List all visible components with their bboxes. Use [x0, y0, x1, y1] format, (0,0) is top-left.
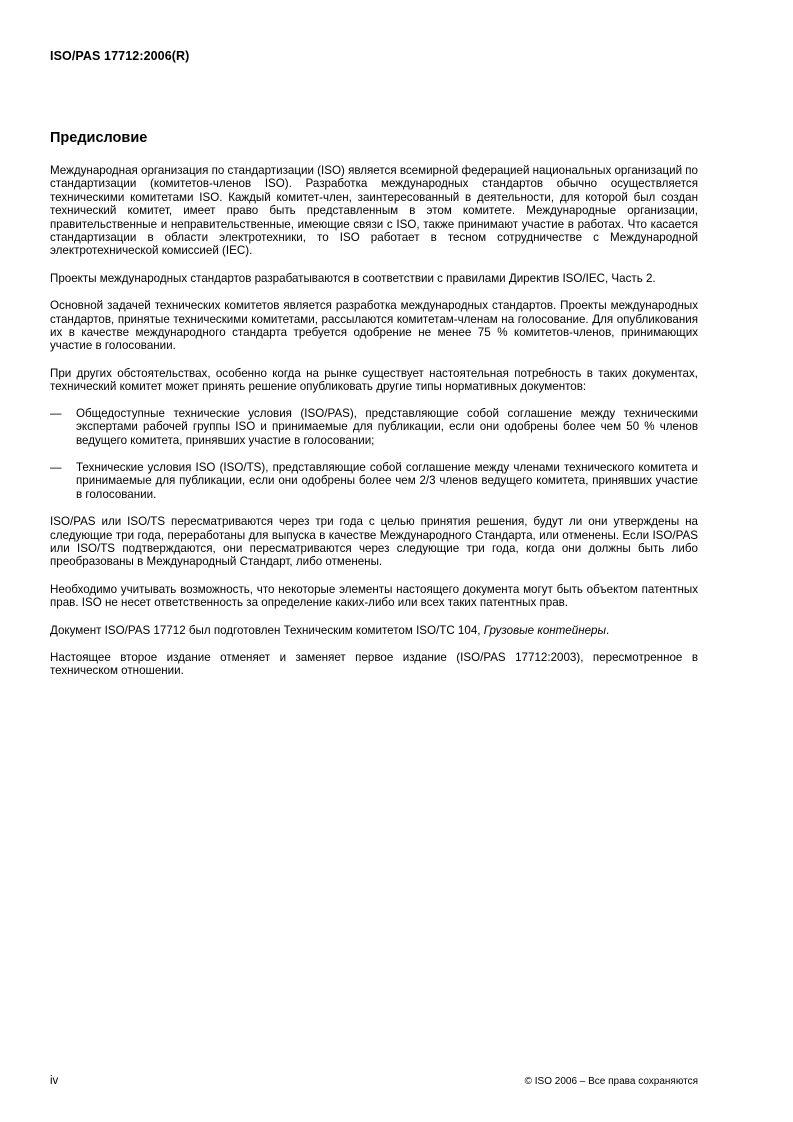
- dash-bullet: —: [50, 406, 62, 420]
- list-item-text: Общедоступные технические условия (ISO/PAS), представляющие собой соглашение между техническими экспертами рабочей группы ISO и принимаемые для публикации, если они одобрены более чем 50 % членов ведущего комитета, принявших участие в голосовании;: [76, 406, 698, 447]
- page-number: iv: [50, 1075, 59, 1087]
- prepared-by-end: .: [606, 623, 610, 637]
- list-item-text: Технические условия ISO (ISO/TS), представляющие собой соглашение между членами технического комитета и принимаемые для публикации, если они одобрены более чем 2/3 членов ведущего комитета, принявших участие в голосовании.: [76, 460, 698, 501]
- section-title: Предисловие: [50, 130, 148, 146]
- foreword-section: [50, 130, 698, 692]
- list-item: [50, 461, 698, 501]
- paragraph-other-circumstances: При других обстоятельствах, особенно когда на рынке существует настоятельная потребность в таких документах, технический комитет может принять решение опубликовать другие типы нормативных документов:: [50, 366, 698, 394]
- paragraph-patents: Необходимо учитывать возможность, что некоторые элементы настоящего документа могут быть объектом патентных прав. ISO не несет ответственность за определение каких-либо или всех таких патентных прав.: [50, 582, 698, 610]
- document-code-header: ISO/PAS 17712:2006(R): [50, 49, 190, 63]
- paragraph-prepared-by: [50, 624, 698, 637]
- copyright-notice: © ISO 2006 – Все права сохраняются: [524, 1076, 698, 1087]
- list-item: [50, 407, 698, 447]
- paragraph-review: ISO/PAS или ISO/TS пересматриваются через три года с целью принятия решения, будут ли они утверждены на следующие три года, переработаны для выпуска в качестве Международного Стандарта, или отменены. Если ISO/PAS или ISO/TS подтверждаются, они пересматриваются через следующие три года, когда они должны быть либо преобразованы в Международный Стандарт, либо отменены.: [50, 515, 698, 569]
- paragraph-main-task: Основной задачей технических комитетов является разработка международных стандартов. Проекты международных стандартов, принятые техническими комитетами, рассылаются комитетам-членам на голосование. Для опубликования их в качестве международного стандарта требуется одобрение не менее 75 % комитетов-членов, принимающих участие в голосовании.: [50, 299, 698, 353]
- paragraph-iso-intro: Международная организация по стандартизации (ISO) является всемирной федерацией национальных организаций по стандартизации (комитетов-членов ISO). Разработка международных стандартов обычно осуществляется техническими комитетами ISO. Каждый комитет-член, заинтересованный в деятельности, для которой был создан технический комитет, имеет право быть представленным в этом комитете. Международные организации, правительственные и неправительственные, имеющие связи с ISO, также принимают участие в работах. Что касается стандартизации в области электротехники, то ISO работает в тесном сотрудничестве с Международной электротехнической комиссией (IEC).: [50, 164, 698, 258]
- dash-bullet: —: [50, 460, 62, 474]
- paragraph-directives: Проекты международных стандартов разрабатываются в соответствии с правилами Директив ISO/IEC, Часть 2.: [50, 271, 656, 285]
- prepared-by-text: Документ ISO/PAS 17712 был подготовлен Техническим комитетом ISO/TC 104,: [50, 623, 484, 637]
- paragraph-edition: Настоящее второе издание отменяет и заменяет первое издание (ISO/PAS 17712:2003), пересмотренное в техническом отношении.: [50, 650, 698, 678]
- document-types-list: [50, 407, 698, 501]
- committee-title: Грузовые контейнеры: [483, 623, 607, 637]
